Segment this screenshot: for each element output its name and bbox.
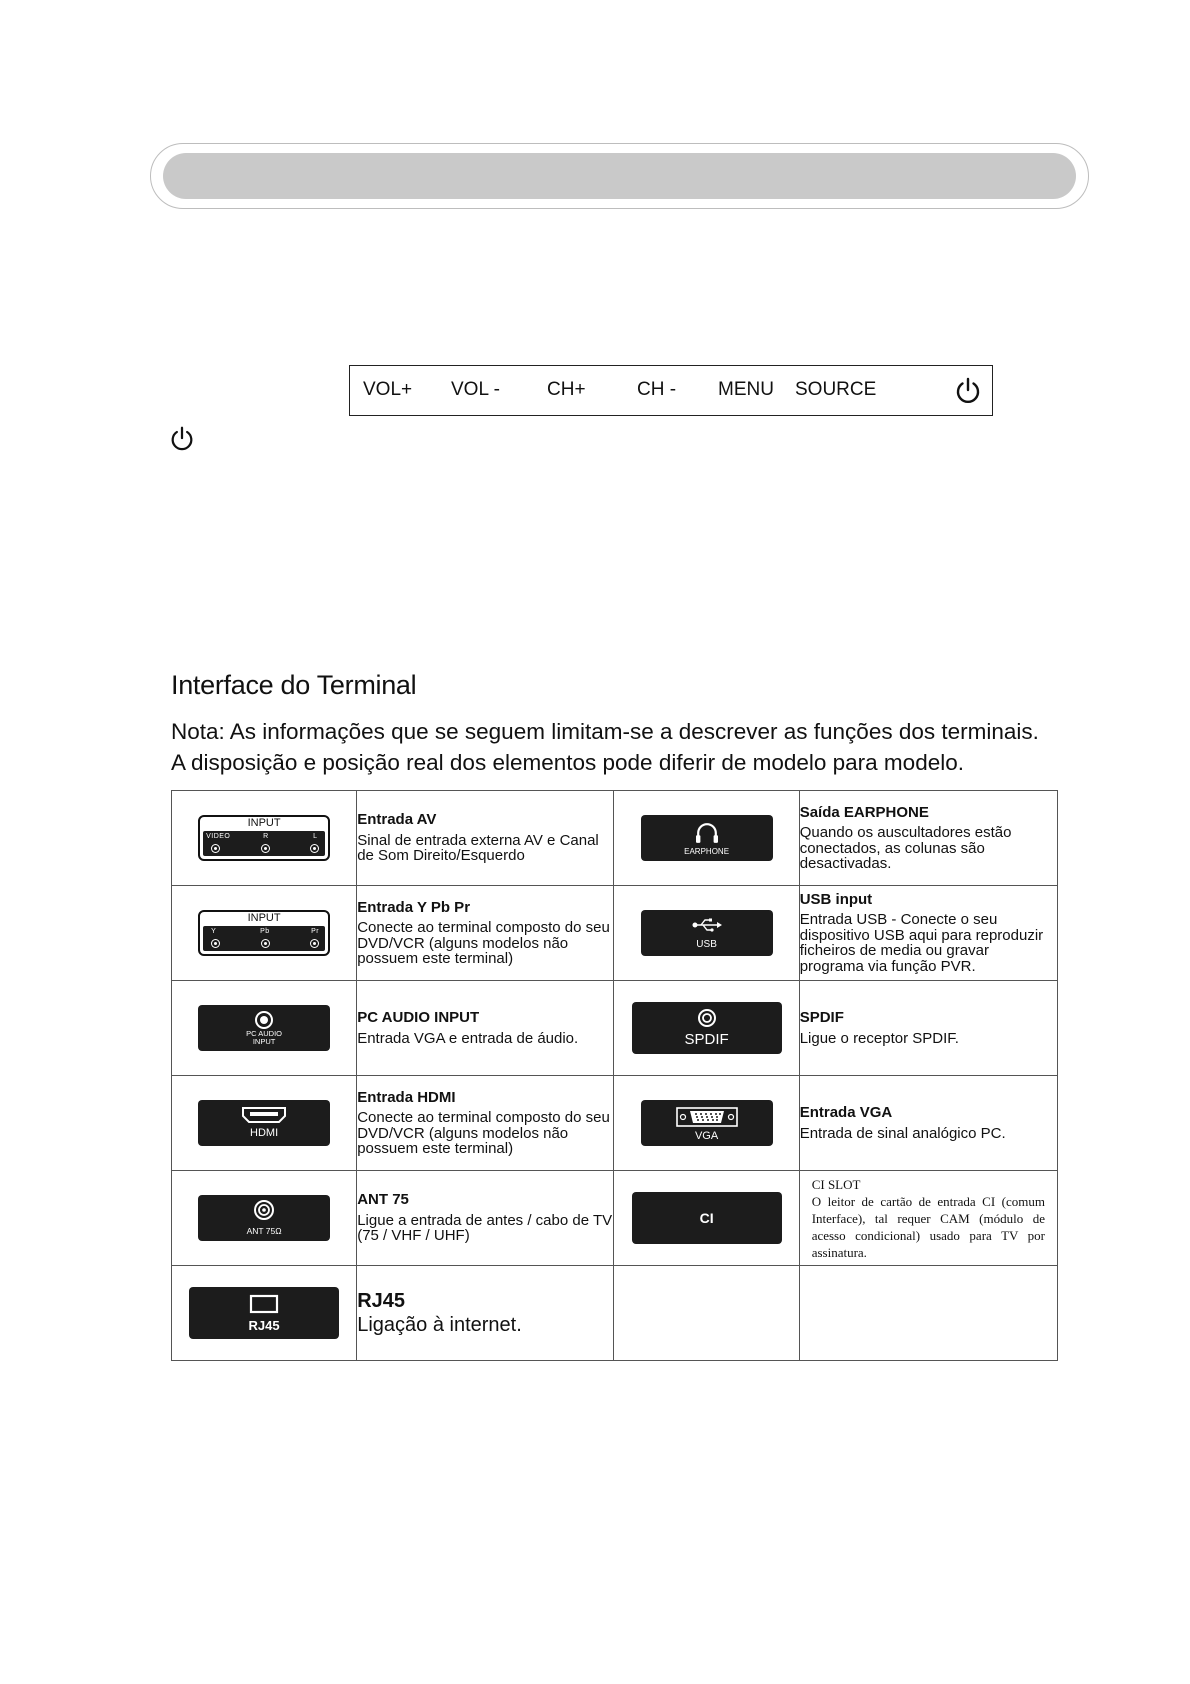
vga-port [641,1100,773,1146]
av-port-cell [172,791,357,886]
av-r-label: R [263,833,269,840]
pc-audio-label-1: PC AUDIO [246,1029,283,1038]
jack-icon [311,940,318,947]
ch-down-label: CH - [637,379,677,400]
hdmi-description [357,1076,614,1171]
earphone-description [799,791,1057,886]
desc-body: Sinal de entrada externa AV e Canal de Som Direito/Esquerdo [357,831,599,865]
ant-port [198,1195,330,1241]
table-row [172,791,1058,886]
desc-title: RJ45 [357,1290,406,1312]
note-line-2: A disposição e posição real dos elementos pode diferir de modelo para modelo. [171,750,964,775]
desc-body: Conecte ao terminal composto do seu DVD/VCR (alguns modelos não possuem este terminal) [357,1109,610,1157]
desc-title: SPDIF [799,1009,844,1026]
hdmi-icon [242,1107,286,1123]
earphone-port-cell [614,791,799,886]
power-icon [953,376,983,406]
table-row [172,1171,1058,1266]
header-banner-fill [163,153,1076,199]
note-line-1: Nota: As informações que se seguem limitam-se a descrever as funções dos terminais. [171,719,1039,744]
pc-audio-label-2: INPUT [252,1037,276,1046]
usb-icon [692,918,722,932]
ypbpr-input-port [198,910,330,956]
earphone-label: EARPHONE [684,847,730,856]
table-row [172,981,1058,1076]
power-icon [168,425,196,453]
desc-title: ANT 75 [357,1191,409,1209]
pc-audio-port-cell [172,981,357,1076]
hdmi-label: HDMI [250,1127,279,1139]
jack-icon [262,845,269,852]
av-video-label: VIDEO [206,833,231,840]
ci-description [799,1171,1057,1266]
hdmi-port [198,1100,330,1146]
desc-body: Entrada de sinal analógico PC. [799,1124,1006,1142]
menu-label: MENU [718,379,774,400]
usb-port-cell [614,886,799,981]
jack-icon [311,845,318,852]
jack-icon [212,845,219,852]
ypbpr-pb-label: Pb [260,928,270,935]
terminal-table [171,790,1058,1361]
pc-audio-description [357,981,614,1076]
desc-title: Entrada Y Pb Pr [357,898,471,916]
vga-port-cell [614,1076,799,1171]
spdif-description [799,981,1057,1076]
vga-icon [676,1107,738,1127]
jack-icon [212,940,219,947]
coax-icon [253,1199,275,1221]
usb-description [799,886,1057,981]
section-title: Interface do Terminal [171,670,417,700]
vol-down-label: VOL - [451,379,500,400]
desc-title: Entrada AV [357,811,437,829]
table-row [172,1076,1058,1171]
spdif-port-cell [614,981,799,1076]
jack-icon [254,1010,274,1030]
desc-body: Entrada USB - Conecte o seu dispositivo USB aqui para reproduzir ficheiros de media ou gravar programa via função PVR. [799,911,1044,975]
ypbpr-input-header: INPUT [247,912,281,924]
ant-port-cell [172,1171,357,1266]
empty-cell [799,1266,1057,1361]
ethernet-icon [249,1294,279,1314]
jack-icon [262,940,269,947]
av-l-label: L [313,833,318,840]
rj45-port-cell [172,1266,357,1361]
desc-body: Quando os auscultadores estão conectados, as colunas são desactivadas. [799,824,1012,872]
ci-port-cell [614,1171,799,1266]
av-input-port [198,815,330,861]
table-row [172,886,1058,981]
desc-title: Saída EARPHONE [799,803,929,821]
ant-label: ANT 75Ω [246,1226,282,1236]
ci-label: CI [699,1210,714,1226]
ypbpr-pr-label: Pr [311,928,320,935]
ch-up-label: CH+ [547,379,586,400]
desc-body: Ligação à internet. [357,1314,522,1336]
table-row [172,1266,1058,1361]
av-description [357,791,614,886]
usb-port [641,910,773,956]
desc-body: Conecte ao terminal composto do seu DVD/VCR (alguns modelos não possuem este terminal) [357,919,610,967]
desc-title: CI SLOT [811,1176,861,1192]
desc-title: PC AUDIO INPUT [357,1009,480,1026]
control-panel [349,365,993,416]
ci-port [632,1192,782,1244]
headphone-icon [693,822,721,844]
rj45-port [189,1287,339,1339]
header-banner [150,143,1089,209]
spdif-port [632,1002,782,1054]
jack-icon [697,1008,717,1028]
empty-cell [614,1266,799,1361]
av-input-header: INPUT [247,817,281,829]
vga-description [799,1076,1057,1171]
rj45-description [357,1266,614,1361]
desc-title: USB input [799,890,873,908]
hdmi-port-cell [172,1076,357,1171]
desc-body: Entrada VGA e entrada de áudio. [357,1029,579,1047]
desc-body: O leitor de cartão de entrada CI (comum Interface), tal requer CAM (módulo de acesso condicional) usado para TV por assinatura. [811,1193,1045,1260]
section-note [171,716,1039,778]
source-label: SOURCE [795,379,877,400]
desc-body: Ligue o receptor SPDIF. [799,1029,959,1047]
vol-up-label: VOL+ [363,379,413,400]
ant-description [357,1171,614,1266]
usb-label: USB [696,939,717,950]
rj45-label: RJ45 [248,1318,280,1333]
spdif-label: SPDIF [684,1031,729,1048]
earphone-port [641,815,773,861]
ypbpr-y-label: Y [211,928,217,935]
ypbpr-description [357,886,614,981]
desc-title: Entrada VGA [799,1104,893,1121]
desc-title: Entrada HDMI [357,1088,456,1106]
ypbpr-port-cell [172,886,357,981]
desc-body: Ligue a entrada de antes / cabo de TV (75 / VHF / UHF) [357,1211,613,1245]
pc-audio-port [198,1005,330,1051]
vga-label: VGA [694,1130,719,1142]
